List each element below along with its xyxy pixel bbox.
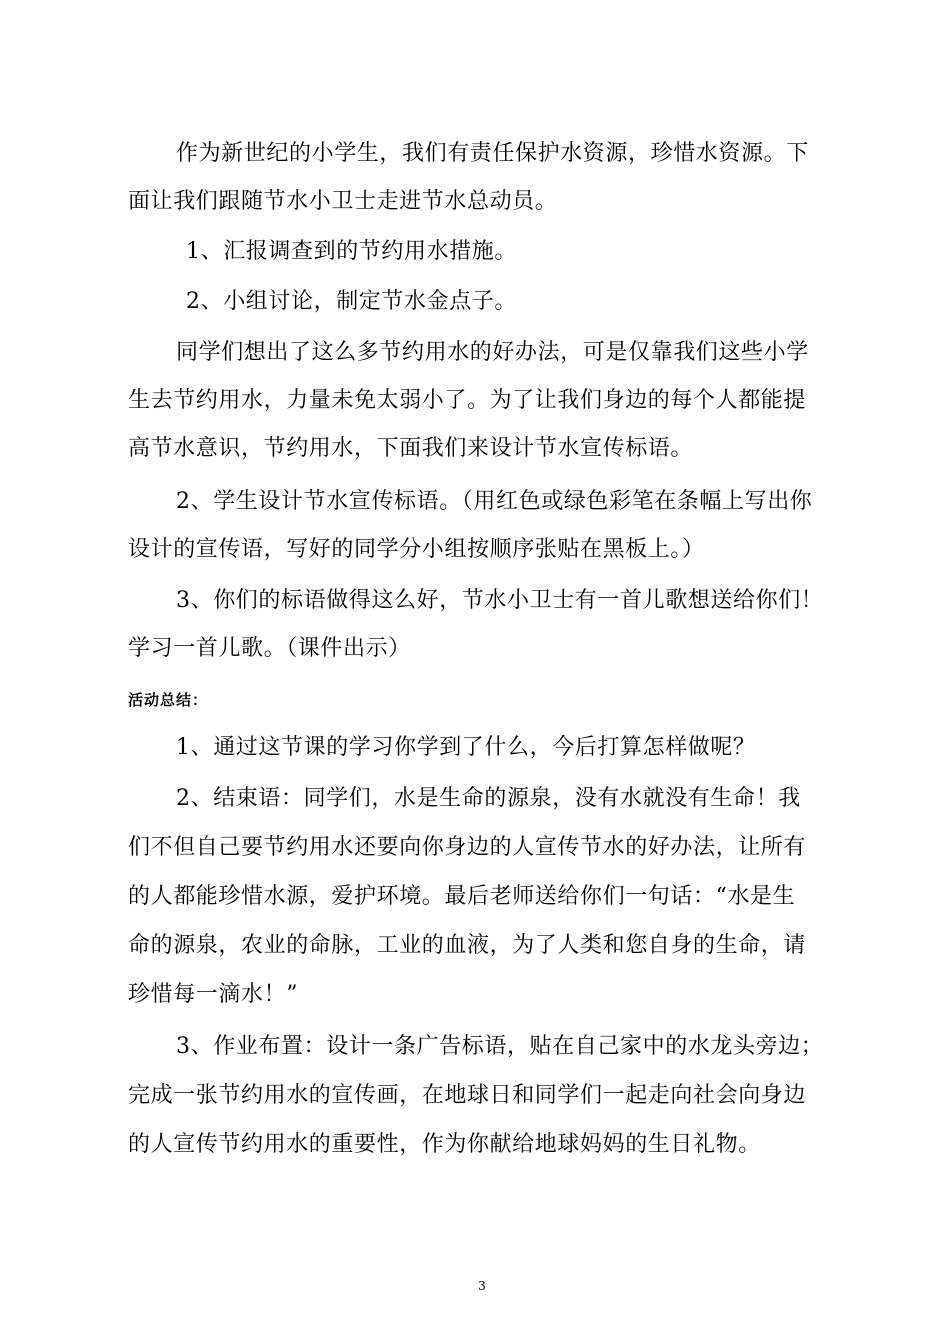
paragraph-4-line-1: 3、你们的标语做得这么好，节水小卫士有一首儿歌想送给你们！ bbox=[176, 588, 824, 613]
paragraph-2-line-1: 同学们想出了这么多节约用水的好办法，可是仅靠我们这些小学 bbox=[176, 340, 809, 365]
summary-item-2-line-2: 们不但自己要节约用水还要向你身边的人宣传节水的好办法，让所有 bbox=[128, 835, 807, 860]
paragraph-4-line-2: 学习一首儿歌。（课件出示） bbox=[128, 636, 411, 661]
summary-item-1: 1、通过这节课的学习你学到了什么，今后打算怎样做呢？ bbox=[176, 735, 756, 760]
paragraph-1-line-1: 作为新世纪的小学生，我们有责任保护水资源，珍惜水资源。下 bbox=[176, 141, 809, 166]
page-number: 3 bbox=[478, 1279, 486, 1293]
section-heading-activity-summary: 活动总结： bbox=[128, 691, 209, 709]
paragraph-3-line-2: 设计的宣传语，写好的同学分小组按顺序张贴在黑板上。） bbox=[128, 537, 705, 562]
summary-item-2-line-1: 2、结束语：同学们，水是生命的源泉，没有水就没有生命！我 bbox=[176, 786, 801, 811]
summary-item-2-line-4: 命的源泉，农业的命脉，工业的血液，为了人类和您自身的生命，请 bbox=[128, 933, 807, 958]
paragraph-2-line-3: 高节水意识，节约用水，下面我们来设计节水宣传标语。 bbox=[128, 436, 694, 461]
paragraph-3-line-1: 2、学生设计节水宣传标语。（用红色或绿色彩笔在条幅上写出你 bbox=[176, 489, 813, 514]
summary-item-3-line-2: 完成一张节约用水的宣传画，在地球日和同学们一起走向社会向身边 bbox=[128, 1083, 807, 1108]
paragraph-2-line-2: 生去节约用水，力量未免太弱小了。为了让我们身边的每个人都能提 bbox=[128, 388, 807, 413]
paragraph-1-line-2: 面让我们跟随节水小卫士走进节水总动员。 bbox=[128, 189, 558, 214]
summary-item-2-line-5: 珍惜每一滴水！” bbox=[128, 982, 299, 1007]
list-item-group-discussion: 2、小组讨论，制定节水金点子。 bbox=[186, 289, 517, 314]
summary-item-3-line-1: 3、作业布置：设计一条广告标语，贴在自己家中的水龙头旁边； bbox=[176, 1034, 824, 1059]
summary-item-2-line-3: 的人都能珍惜水源，爱护环境。最后老师送给你们一句话：“水是生 bbox=[128, 884, 796, 909]
list-item-report-measures: 1、汇报调查到的节约用水措施。 bbox=[186, 239, 517, 264]
summary-item-3-line-3: 的人宣传节约用水的重要性，作为你献给地球妈妈的生日礼物。 bbox=[128, 1132, 761, 1157]
